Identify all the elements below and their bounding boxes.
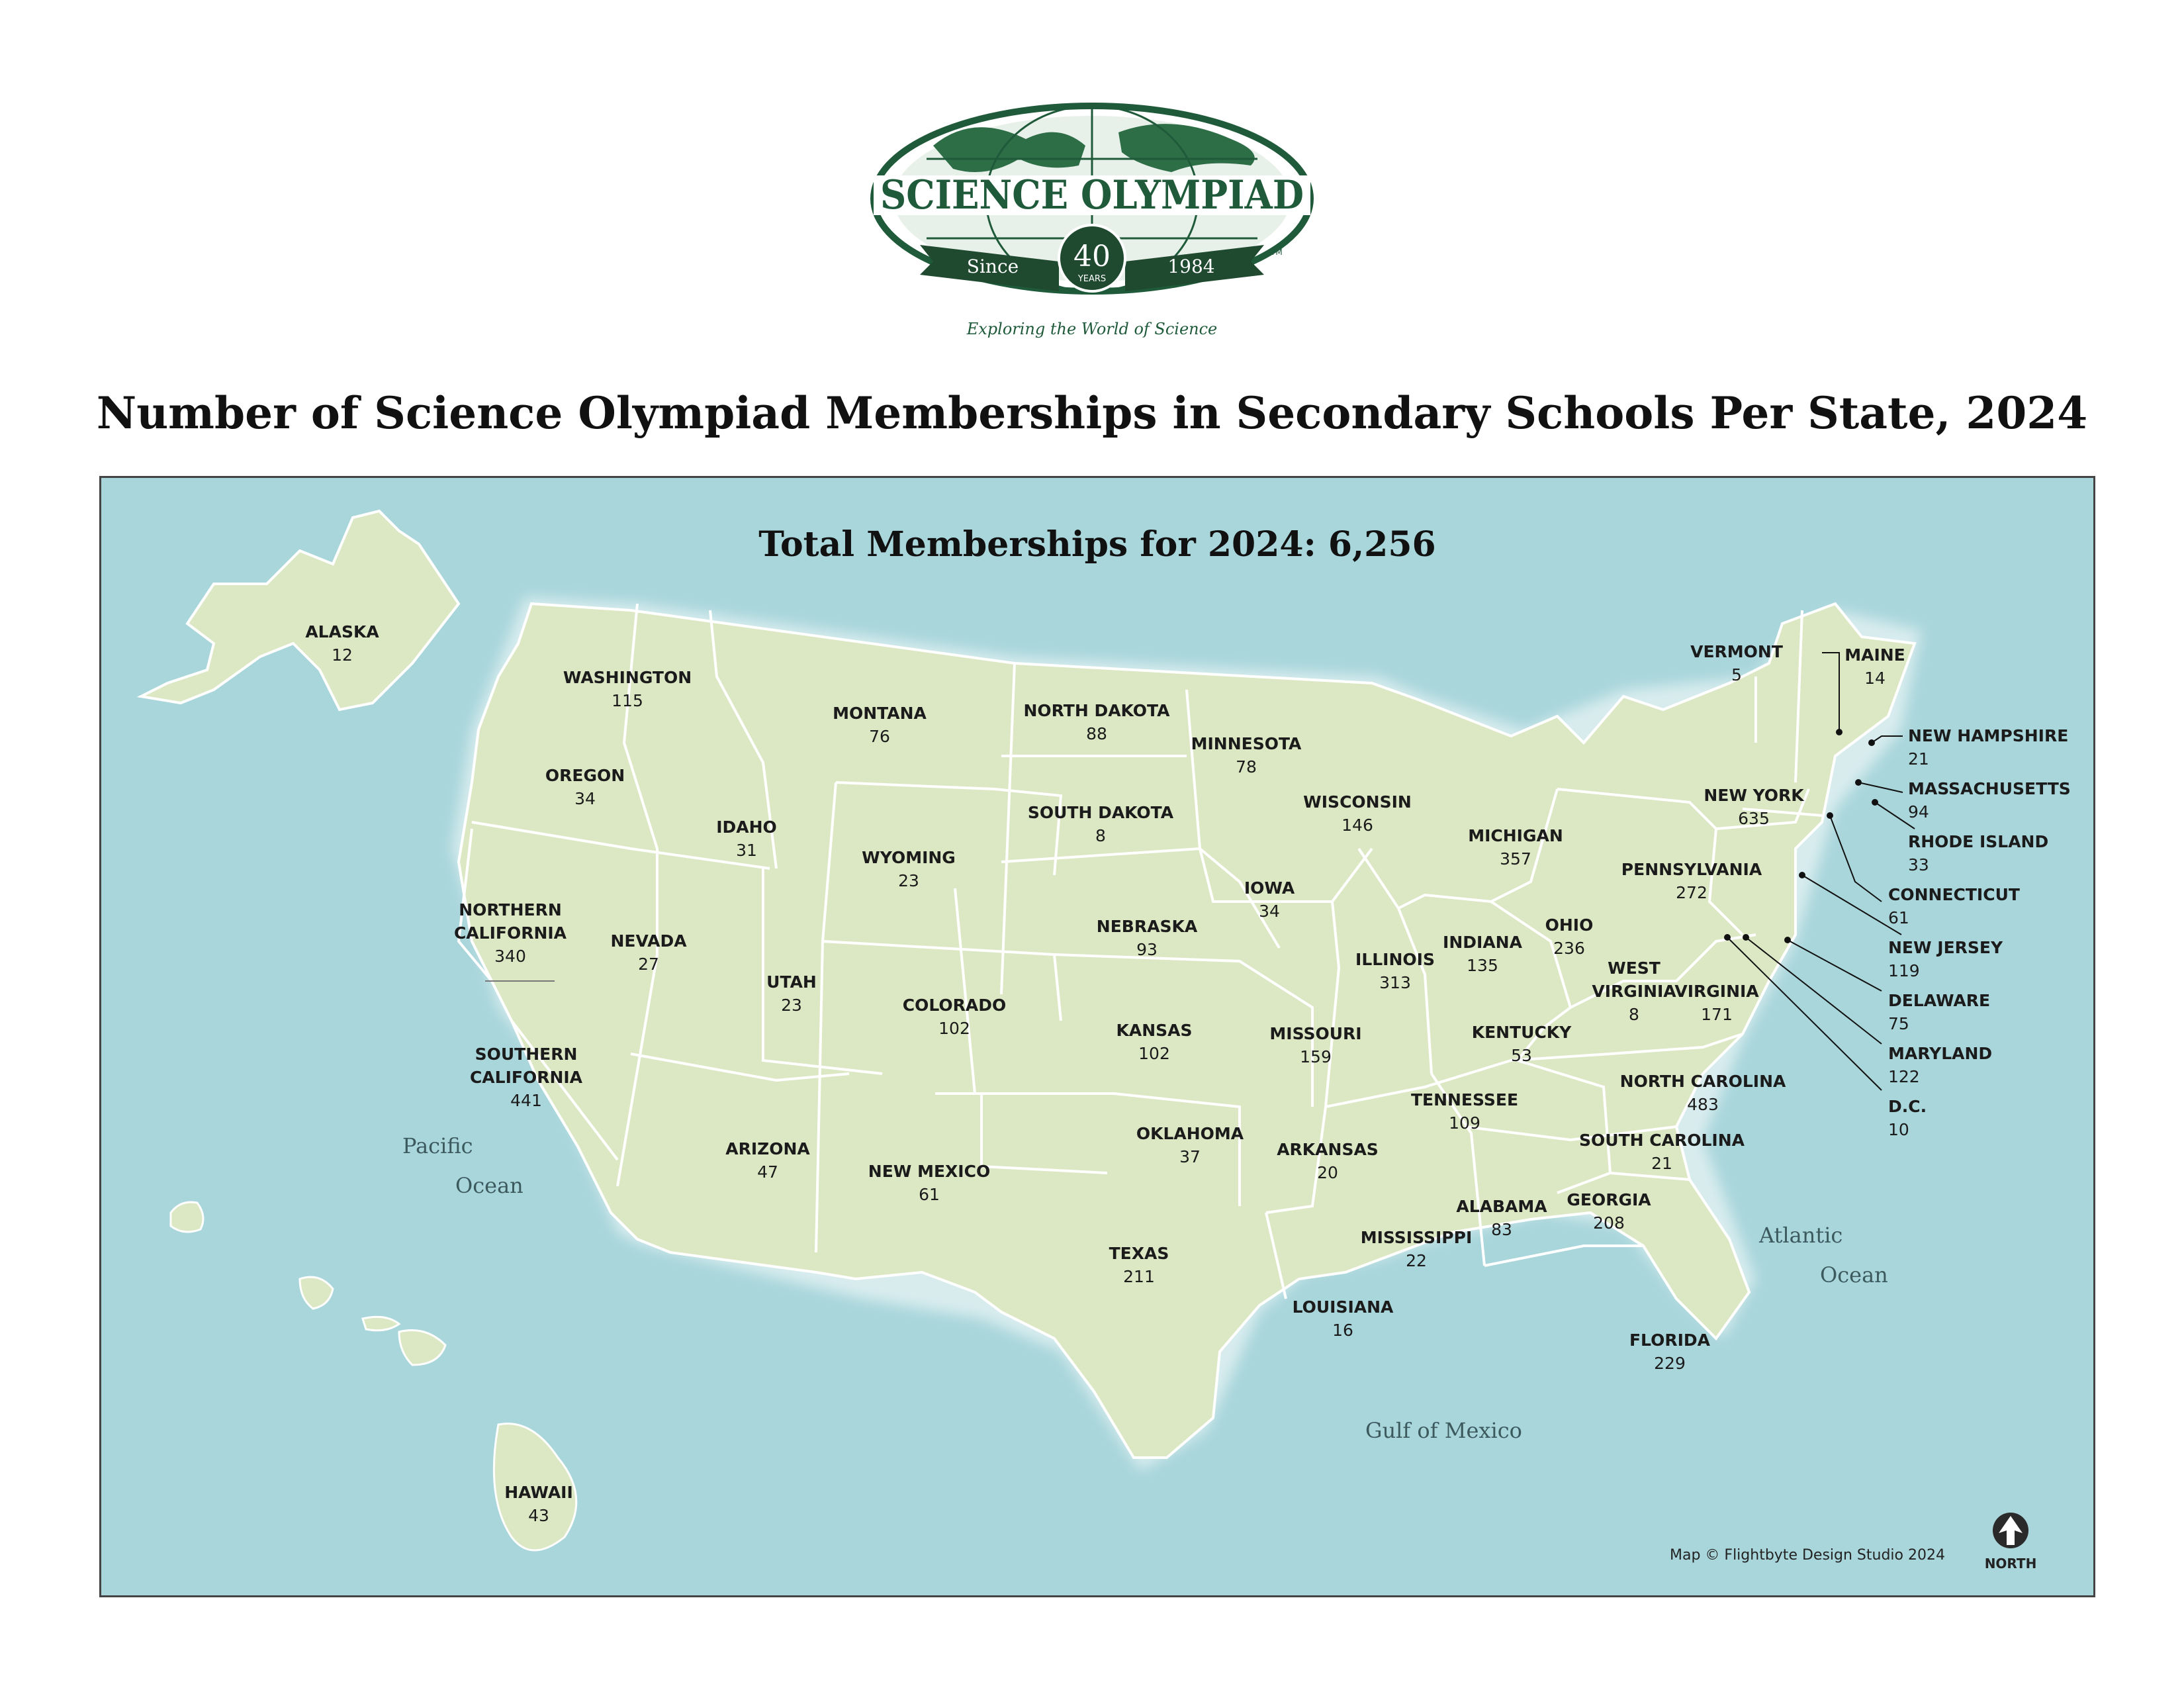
state-maine[interactable]	[1844, 643, 1905, 690]
logo-anniversary-unit: YEARS	[1077, 274, 1107, 284]
hawaii-island-kauai	[171, 1202, 203, 1232]
state-vermont-name: VERMONT	[1690, 642, 1783, 661]
state-tennessee-value: 109	[1449, 1113, 1480, 1133]
state-vermont-value: 5	[1731, 665, 1742, 684]
state-indiana-value: 135	[1467, 956, 1498, 975]
state-montana[interactable]	[833, 702, 927, 748]
state-new-mexico-value: 61	[919, 1185, 940, 1204]
state-louisiana-name: LOUISIANA	[1292, 1297, 1394, 1317]
callout-connecticut-value: 61	[1888, 908, 1909, 927]
logo-since-text: Since	[966, 256, 1019, 277]
state-arkansas-name: ARKANSAS	[1277, 1140, 1379, 1159]
state-ohio[interactable]	[1545, 914, 1594, 960]
state-tennessee[interactable]	[1411, 1088, 1518, 1135]
state-oklahoma[interactable]	[1136, 1122, 1244, 1168]
state-illinois-value: 313	[1379, 973, 1411, 992]
callout-dc[interactable]	[1888, 1095, 1927, 1141]
state-ncal-name-2: CALIFORNIA	[453, 923, 567, 943]
state-north-carolina-name: NORTH CAROLINA	[1619, 1072, 1786, 1091]
state-florida-value: 229	[1654, 1354, 1686, 1373]
state-arizona[interactable]	[725, 1137, 810, 1184]
state-south-dakota-value: 8	[1095, 826, 1106, 845]
state-tennessee-name: TENNESSEE	[1410, 1090, 1519, 1109]
callout-delaware-name: DELAWARE	[1888, 991, 1991, 1010]
state-michigan-name: MICHIGAN	[1468, 826, 1563, 845]
map-frame	[99, 476, 2095, 1597]
north-arrow	[1981, 1511, 2040, 1570]
state-nevada[interactable]	[610, 929, 686, 976]
state-north-carolina[interactable]	[1620, 1070, 1786, 1116]
state-nevada-name: NEVADA	[610, 931, 687, 951]
state-wyoming[interactable]	[862, 846, 956, 892]
state-kentucky-name: KENTUCKY	[1471, 1023, 1572, 1042]
state-washington[interactable]	[563, 666, 692, 712]
state-alabama[interactable]	[1456, 1195, 1547, 1241]
state-utah-name: UTAH	[766, 972, 817, 992]
callout-massachusetts-value: 94	[1908, 802, 1929, 821]
state-oklahoma-value: 37	[1179, 1147, 1201, 1166]
callout-dc-value: 10	[1888, 1120, 1909, 1139]
state-alaska[interactable]	[305, 620, 379, 667]
state-south-dakota[interactable]	[1028, 801, 1173, 847]
state-minnesota-value: 78	[1236, 757, 1257, 776]
pacific-label-2: Ocean	[455, 1173, 523, 1198]
state-colorado-value: 102	[938, 1019, 970, 1038]
callout-delaware[interactable]	[1888, 989, 1990, 1035]
logo-trademark: TM	[1271, 248, 1283, 257]
state-southern-california[interactable]	[470, 1043, 582, 1112]
state-ohio-name: OHIO	[1545, 915, 1594, 935]
state-pennsylvania-value: 272	[1676, 883, 1707, 902]
state-louisiana-value: 16	[1332, 1321, 1353, 1340]
state-minnesota-name: MINNESOTA	[1191, 734, 1302, 753]
state-mississippi-value: 22	[1406, 1251, 1427, 1270]
state-florida[interactable]	[1629, 1329, 1710, 1375]
state-kansas-value: 102	[1138, 1044, 1170, 1063]
state-oregon-name: OREGON	[545, 766, 625, 785]
state-nevada-value: 27	[638, 955, 659, 974]
state-new-york-name: NEW YORK	[1704, 786, 1804, 805]
state-south-carolina[interactable]	[1579, 1129, 1745, 1175]
state-new-york[interactable]	[1704, 784, 1803, 830]
state-wyoming-name: WYOMING	[862, 848, 956, 867]
state-montana-value: 76	[869, 727, 890, 746]
state-illinois[interactable]	[1355, 948, 1435, 994]
state-alaska-name: ALASKA	[305, 622, 379, 641]
state-alaska-value: 12	[332, 645, 353, 665]
state-illinois-name: ILLINOIS	[1355, 950, 1435, 969]
callout-rhode-island-name: RHODE ISLAND	[1908, 832, 2049, 851]
hawaii-island-maui	[399, 1331, 445, 1366]
north-label: NORTH	[1984, 1556, 2037, 1571]
state-michigan[interactable]	[1468, 824, 1563, 870]
state-maine-value: 14	[1864, 669, 1886, 688]
state-michigan-value: 357	[1500, 849, 1531, 868]
callout-new-jersey-name: NEW JERSEY	[1888, 938, 2003, 957]
state-maine-name: MAINE	[1844, 645, 1905, 665]
state-missouri-value: 159	[1300, 1047, 1332, 1066]
state-virginia-value: 171	[1701, 1005, 1733, 1024]
state-scal-name-2: CALIFORNIA	[469, 1068, 583, 1087]
state-pennsylvania-name: PENNSYLVANIA	[1621, 860, 1762, 879]
state-northern-california[interactable]	[454, 898, 567, 968]
state-arizona-name: ARIZONA	[725, 1139, 810, 1158]
state-montana-name: MONTANA	[833, 704, 927, 723]
state-ohio-value: 236	[1553, 939, 1585, 958]
hawaii-island-molokai	[363, 1317, 399, 1330]
state-new-mexico[interactable]	[868, 1160, 990, 1206]
state-kentucky-value: 53	[1511, 1046, 1532, 1065]
state-wyoming-value: 23	[898, 871, 919, 890]
logo-tagline: Exploring the World of Science	[966, 320, 1218, 338]
state-kansas-name: KANSAS	[1116, 1021, 1193, 1040]
state-louisiana[interactable]	[1293, 1295, 1394, 1342]
state-missouri[interactable]	[1269, 1022, 1361, 1068]
state-oregon[interactable]	[545, 764, 625, 810]
state-georgia-name: GEORGIA	[1567, 1190, 1651, 1209]
state-utah[interactable]	[766, 970, 817, 1017]
state-nebraska-value: 93	[1136, 940, 1158, 959]
state-arizona-value: 47	[757, 1162, 778, 1182]
state-texas-value: 211	[1123, 1267, 1155, 1286]
state-kansas[interactable]	[1116, 1019, 1192, 1065]
callout-maryland-value: 122	[1888, 1067, 1920, 1086]
state-wisconsin-value: 146	[1342, 816, 1373, 835]
logo-brand-text: SCIENCE OLYMPIAD	[880, 172, 1304, 218]
state-wv-value: 8	[1629, 1005, 1639, 1024]
state-wv-name-1: WEST	[1608, 959, 1661, 978]
state-south-dakota-name: SOUTH DAKOTA	[1027, 803, 1174, 822]
state-colorado[interactable]	[903, 994, 1007, 1040]
state-florida-name: FLORIDA	[1629, 1331, 1711, 1350]
state-iowa-name: IOWA	[1244, 878, 1295, 898]
state-north-dakota[interactable]	[1023, 699, 1169, 745]
callout-connecticut-name: CONNECTICUT	[1888, 885, 2020, 904]
callout-massachusetts[interactable]	[1908, 777, 2071, 823]
state-idaho-name: IDAHO	[716, 818, 777, 837]
total-memberships: Total Memberships for 2024: 6,256	[758, 524, 1436, 565]
atlantic-label-2: Ocean	[1820, 1262, 1888, 1288]
state-arkansas[interactable]	[1277, 1138, 1379, 1184]
state-wisconsin-name: WISCONSIN	[1303, 792, 1412, 812]
logo-year-text: 1984	[1167, 256, 1215, 277]
state-new-mexico-name: NEW MEXICO	[868, 1162, 991, 1181]
state-pennsylvania[interactable]	[1621, 858, 1762, 904]
state-new-york-value: 635	[1738, 809, 1770, 828]
state-mississippi[interactable]	[1361, 1226, 1473, 1272]
state-idaho[interactable]	[716, 816, 777, 862]
state-south-carolina-value: 21	[1651, 1154, 1672, 1173]
atlantic-label-1: Atlantic	[1759, 1223, 1843, 1248]
state-ncal-name-1: NORTHERN	[459, 900, 562, 919]
state-texas-name: TEXAS	[1109, 1244, 1169, 1263]
state-oregon-value: 34	[574, 789, 596, 808]
state-georgia[interactable]	[1567, 1188, 1651, 1235]
logo-anniversary-number: 40	[1073, 240, 1111, 273]
state-scal-name-1: SOUTHERN	[475, 1045, 578, 1064]
state-vermont[interactable]	[1690, 640, 1783, 686]
state-hawaii-value: 43	[528, 1506, 549, 1525]
state-nebraska[interactable]	[1097, 915, 1197, 961]
state-iowa[interactable]	[1244, 876, 1295, 923]
hawaii-island-oahu	[300, 1277, 333, 1309]
state-hawaii[interactable]	[504, 1481, 573, 1527]
state-arkansas-value: 20	[1317, 1163, 1338, 1182]
gulf-label: Gulf of Mexico	[1365, 1418, 1522, 1443]
callout-delaware-value: 75	[1888, 1014, 1909, 1033]
state-ncal-value: 340	[494, 947, 526, 966]
state-colorado-name: COLORADO	[902, 996, 1007, 1015]
us-map	[101, 478, 2093, 1595]
callout-connecticut[interactable]	[1888, 883, 2020, 929]
state-north-dakota-name: NORTH DAKOTA	[1023, 701, 1170, 720]
state-texas[interactable]	[1109, 1242, 1169, 1288]
science-olympiad-logo	[860, 93, 1324, 357]
callout-rhode-island-value: 33	[1908, 855, 1929, 874]
state-nebraska-name: NEBRASKA	[1096, 917, 1198, 936]
state-georgia-value: 208	[1593, 1213, 1625, 1233]
callout-dc-name: D.C.	[1888, 1097, 1927, 1116]
state-alabama-name: ALABAMA	[1456, 1197, 1547, 1216]
callout-rhode-island[interactable]	[1908, 830, 2048, 876]
state-virginia[interactable]	[1674, 980, 1758, 1026]
state-mississippi-name: MISSISSIPPI	[1360, 1228, 1473, 1247]
state-indiana[interactable]	[1443, 931, 1522, 977]
state-washington-value: 115	[612, 691, 643, 710]
state-idaho-value: 31	[736, 841, 757, 860]
page-title: Number of Science Olympiad Memberships in Secondary Schools Per State, 2024	[96, 387, 2088, 439]
callout-massachusetts-name: MASSACHUSETTS	[1908, 779, 2071, 798]
state-north-dakota-value: 88	[1086, 724, 1107, 743]
state-alabama-value: 83	[1491, 1220, 1512, 1239]
state-utah-value: 23	[781, 996, 802, 1015]
callout-new-jersey[interactable]	[1888, 936, 2003, 982]
state-north-carolina-value: 483	[1687, 1095, 1719, 1114]
state-wv-name-2: VIRGINIA	[1592, 982, 1676, 1001]
callout-new-hampshire-name: NEW HAMPSHIRE	[1908, 726, 2069, 745]
state-iowa-value: 34	[1259, 902, 1280, 921]
state-oklahoma-name: OKLAHOMA	[1136, 1124, 1244, 1143]
pacific-label-1: Pacific	[402, 1133, 473, 1158]
state-south-carolina-name: SOUTH CAROLINA	[1579, 1131, 1745, 1150]
state-indiana-name: INDIANA	[1443, 933, 1522, 952]
callout-new-hampshire-value: 21	[1908, 749, 1929, 769]
state-minnesota[interactable]	[1191, 732, 1302, 778]
state-west-virginia[interactable]	[1592, 957, 1676, 1026]
callout-maryland[interactable]	[1888, 1042, 1992, 1088]
state-scal-value: 441	[510, 1091, 542, 1110]
callout-new-hampshire[interactable]	[1908, 724, 2068, 771]
state-hawaii-name: HAWAII	[504, 1483, 573, 1502]
state-kentucky[interactable]	[1472, 1021, 1572, 1067]
north-arrow-icon	[1991, 1511, 2030, 1550]
state-missouri-name: MISSOURI	[1269, 1024, 1362, 1043]
callout-new-jersey-value: 119	[1888, 961, 1920, 980]
callout-maryland-name: MARYLAND	[1888, 1044, 1993, 1063]
state-virginia-name: VIRGINIA	[1674, 982, 1759, 1001]
state-wisconsin[interactable]	[1303, 790, 1412, 837]
state-washington-name: WASHINGTON	[563, 668, 692, 687]
map-credit: Map © Flightbyte Design Studio 2024	[1670, 1547, 1945, 1564]
